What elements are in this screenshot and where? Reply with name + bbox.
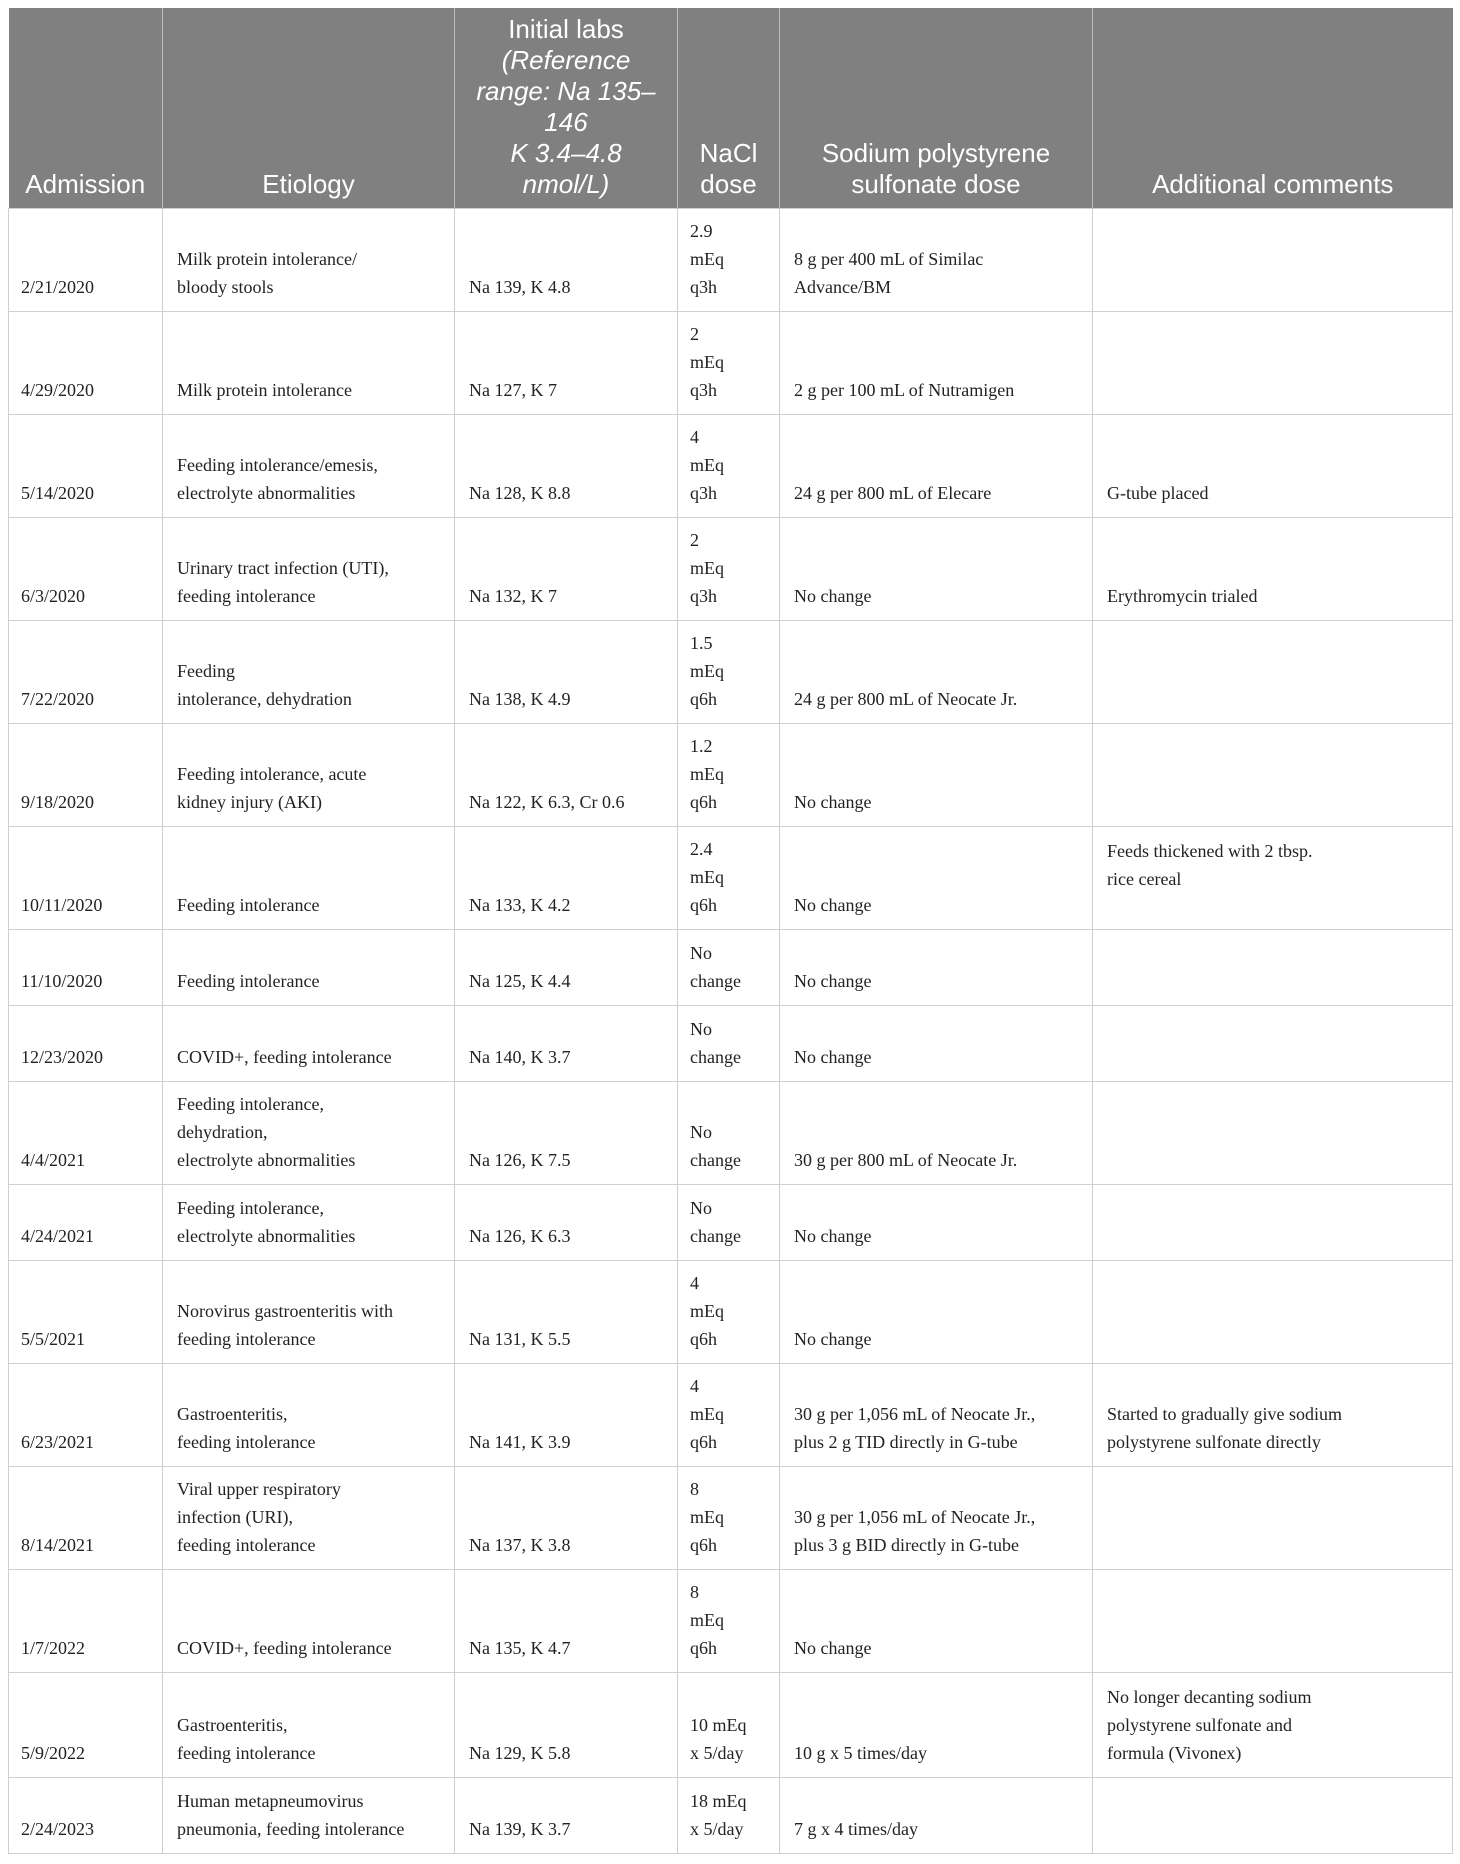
cell-sps-dose: 8 g per 400 mL of Similac Advance/BM [780,209,1093,312]
cell-nacl-dose: 4 mEq q6h [678,1364,780,1467]
cell-admission: 4/4/2021 [9,1082,163,1185]
table-row [9,1261,1453,1364]
cell-etiology: Gastroenteritis, feeding intolerance [163,1364,455,1467]
cell-sps-dose: No change [780,1261,1093,1364]
header-labs-line: Initial labs [508,14,624,44]
cell-etiology: Feeding intolerance [163,930,455,1006]
cell-etiology: Feeding intolerance, dehydration, electrolyte abnormalities [163,1082,455,1185]
cell-etiology: COVID+, feeding intolerance [163,1006,455,1082]
admissions-table [8,8,1453,1854]
table-row [9,518,1453,621]
cell-admission: 5/9/2022 [9,1673,163,1778]
table-row [9,1467,1453,1570]
cell-initial-labs: Na 126, K 6.3 [455,1185,678,1261]
cell-additional-comments [1093,1467,1453,1570]
cell-etiology: Feeding intolerance [163,827,455,930]
cell-etiology: COVID+, feeding intolerance [163,1570,455,1673]
cell-etiology: Feeding intolerance, electrolyte abnormalities [163,1185,455,1261]
admissions-table-container [8,8,1452,1854]
header-labs-line: nmol/L) [522,169,610,199]
cell-admission: 5/5/2021 [9,1261,163,1364]
header-labs-line: range: Na 135– [476,76,656,106]
cell-etiology: Urinary tract infection (UTI), feeding intolerance [163,518,455,621]
cell-nacl-dose: No change [678,1082,780,1185]
table-row [9,209,1453,312]
cell-nacl-dose: 2.9 mEq q3h [678,209,780,312]
table-row [9,1673,1453,1778]
cell-sps-dose: No change [780,518,1093,621]
cell-nacl-dose: 1.5 mEq q6h [678,621,780,724]
cell-sps-dose: 24 g per 800 mL of Neocate Jr. [780,621,1093,724]
cell-initial-labs: Na 139, K 4.8 [455,209,678,312]
cell-sps-dose: 30 g per 1,056 mL of Neocate Jr., plus 3 g BID directly in G-tube [780,1467,1093,1570]
cell-sps-dose: 24 g per 800 mL of Elecare [780,415,1093,518]
cell-additional-comments: G-tube placed [1093,415,1453,518]
cell-initial-labs: Na 128, K 8.8 [455,415,678,518]
cell-initial-labs: Na 139, K 3.7 [455,1778,678,1854]
cell-etiology: Feeding intolerance/emesis, electrolyte abnormalities [163,415,455,518]
cell-sps-dose: No change [780,827,1093,930]
table-row [9,724,1453,827]
cell-etiology: Milk protein intolerance/ bloody stools [163,209,455,312]
cell-additional-comments [1093,209,1453,312]
cell-nacl-dose: 2 mEq q3h [678,312,780,415]
cell-additional-comments: No longer decanting sodium polystyrene sulfonate and formula (Vivonex) [1093,1673,1453,1778]
cell-nacl-dose: 8 mEq q6h [678,1467,780,1570]
cell-initial-labs: Na 137, K 3.8 [455,1467,678,1570]
cell-admission: 8/14/2021 [9,1467,163,1570]
table-body [9,209,1453,1854]
table-row [9,312,1453,415]
cell-additional-comments: Feeds thickened with 2 tbsp. rice cereal [1093,827,1453,930]
cell-etiology: Gastroenteritis, feeding intolerance [163,1673,455,1778]
table-row [9,621,1453,724]
cell-initial-labs: Na 125, K 4.4 [455,930,678,1006]
cell-admission: 11/10/2020 [9,930,163,1006]
cell-sps-dose: No change [780,1006,1093,1082]
cell-admission: 6/23/2021 [9,1364,163,1467]
cell-nacl-dose: 2 mEq q3h [678,518,780,621]
cell-nacl-dose: 4 mEq q3h [678,415,780,518]
table-row [9,1364,1453,1467]
cell-initial-labs: Na 129, K 5.8 [455,1673,678,1778]
cell-additional-comments [1093,1082,1453,1185]
cell-sps-dose: No change [780,930,1093,1006]
header-admission: Admission [9,8,163,209]
header-sps-dose: Sodium polystyrene sulfonate dose [780,8,1093,209]
cell-nacl-dose: 8 mEq q6h [678,1570,780,1673]
cell-initial-labs: Na 141, K 3.9 [455,1364,678,1467]
table-row [9,1570,1453,1673]
table-row [9,1185,1453,1261]
cell-admission: 5/14/2020 [9,415,163,518]
cell-sps-dose: 7 g x 4 times/day [780,1778,1093,1854]
cell-admission: 9/18/2020 [9,724,163,827]
cell-etiology: Feeding intolerance, dehydration [163,621,455,724]
cell-initial-labs: Na 135, K 4.7 [455,1570,678,1673]
cell-additional-comments [1093,724,1453,827]
cell-sps-dose: No change [780,1570,1093,1673]
cell-etiology: Human metapneumovirus pneumonia, feeding intolerance [163,1778,455,1854]
cell-admission: 4/29/2020 [9,312,163,415]
cell-admission: 2/21/2020 [9,209,163,312]
cell-initial-labs: Na 127, K 7 [455,312,678,415]
cell-admission: 7/22/2020 [9,621,163,724]
cell-additional-comments [1093,1570,1453,1673]
cell-etiology: Feeding intolerance, acute kidney injury (AKI) [163,724,455,827]
cell-admission: 1/7/2022 [9,1570,163,1673]
cell-nacl-dose: 2.4 mEq q6h [678,827,780,930]
header-etiology: Etiology [163,8,455,209]
cell-initial-labs: Na 138, K 4.9 [455,621,678,724]
cell-initial-labs: Na 122, K 6.3, Cr 0.6 [455,724,678,827]
cell-additional-comments [1093,621,1453,724]
cell-initial-labs: Na 132, K 7 [455,518,678,621]
cell-sps-dose: No change [780,1185,1093,1261]
cell-etiology: Viral upper respiratory infection (URI), feeding intolerance [163,1467,455,1570]
cell-sps-dose: 2 g per 100 mL of Nutramigen [780,312,1093,415]
header-labs-line: K 3.4–4.8 [510,138,622,168]
cell-initial-labs: Na 133, K 4.2 [455,827,678,930]
table-row [9,1082,1453,1185]
cell-nacl-dose: 4 mEq q6h [678,1261,780,1364]
cell-nacl-dose: No change [678,1006,780,1082]
cell-initial-labs: Na 126, K 7.5 [455,1082,678,1185]
cell-additional-comments: Started to gradually give sodium polystyrene sulfonate directly [1093,1364,1453,1467]
cell-admission: 12/23/2020 [9,1006,163,1082]
cell-additional-comments: Erythromycin trialed [1093,518,1453,621]
cell-admission: 6/3/2020 [9,518,163,621]
header-labs-line: 146 [544,107,588,137]
cell-admission: 10/11/2020 [9,827,163,930]
cell-additional-comments [1093,312,1453,415]
cell-sps-dose: 30 g per 1,056 mL of Neocate Jr., plus 2 g TID directly in G-tube [780,1364,1093,1467]
cell-nacl-dose: No change [678,1185,780,1261]
table-row [9,827,1453,930]
cell-initial-labs: Na 131, K 5.5 [455,1261,678,1364]
cell-admission: 2/24/2023 [9,1778,163,1854]
cell-sps-dose: No change [780,724,1093,827]
cell-additional-comments [1093,930,1453,1006]
header-labs-line: (Reference [501,45,631,75]
cell-additional-comments [1093,1185,1453,1261]
cell-etiology: Norovirus gastroenteritis with feeding intolerance [163,1261,455,1364]
cell-additional-comments [1093,1778,1453,1854]
cell-sps-dose: 10 g x 5 times/day [780,1673,1093,1778]
table-row [9,415,1453,518]
cell-nacl-dose: 18 mEq x 5/day [678,1778,780,1854]
table-header-row [9,8,1453,209]
header-nacl-dose: NaCl dose [678,8,780,209]
cell-etiology: Milk protein intolerance [163,312,455,415]
cell-initial-labs: Na 140, K 3.7 [455,1006,678,1082]
table-row [9,1006,1453,1082]
cell-additional-comments [1093,1006,1453,1082]
header-additional-comments: Additional comments [1093,8,1453,209]
cell-nacl-dose: 10 mEq x 5/day [678,1673,780,1778]
cell-sps-dose: 30 g per 800 mL of Neocate Jr. [780,1082,1093,1185]
table-row [9,1778,1453,1854]
cell-admission: 4/24/2021 [9,1185,163,1261]
header-initial-labs [455,8,678,209]
table-row [9,930,1453,1006]
cell-additional-comments [1093,1261,1453,1364]
cell-nacl-dose: 1.2 mEq q6h [678,724,780,827]
cell-nacl-dose: No change [678,930,780,1006]
